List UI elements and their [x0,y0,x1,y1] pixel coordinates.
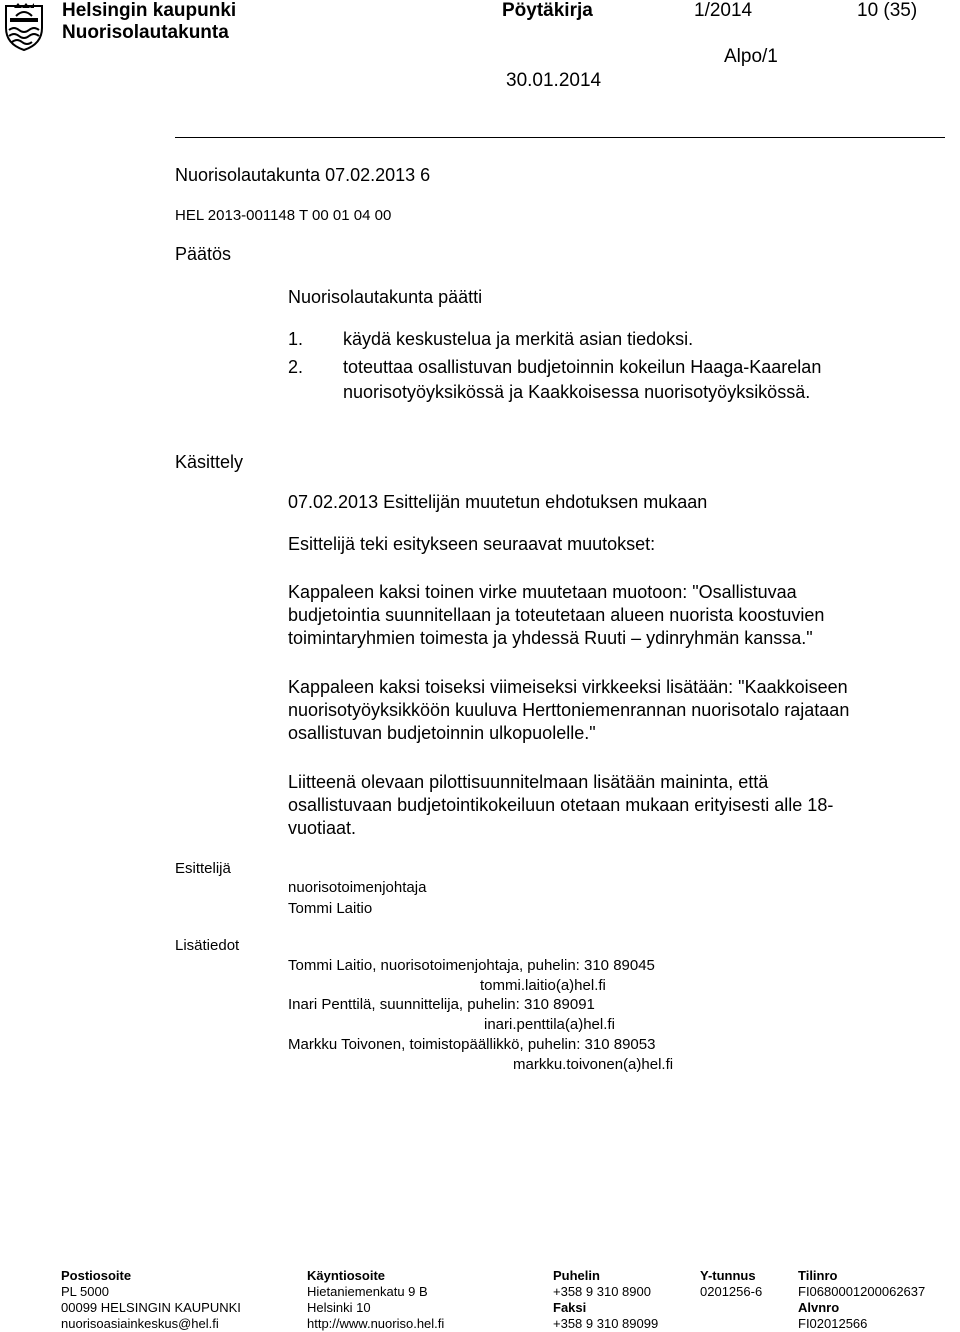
footer-tilinro: FI0680001200062637 [798,1284,926,1299]
footer-postal-2: 00099 HELSINGIN KAUPUNKI [61,1300,241,1315]
contact-1-line: Tommi Laitio, nuorisotoimenjohtaja, puhelin: 310 89045 [288,957,655,974]
footer-email[interactable]: nuorisoasiainkeskus@hel.fi [61,1316,219,1331]
reference-line-1: Nuorisolautakunta 07.02.2013 6 [175,165,431,185]
page-number: 10 (35) [857,0,918,21]
helsinki-coat-of-arms-logo [2,2,46,52]
presenter-title: nuorisotoimenjohtaja [288,879,427,896]
footer-postal-label: Postiosoite [61,1268,132,1283]
handling-paragraph-2-line-3: osallistuvan budjetoinnin ulkopuolelle." [288,723,596,743]
footer-fax: +358 9 310 89099 [553,1316,659,1331]
footer-alvnro: FI02012566 [798,1316,868,1331]
footer-alvnro-label: Alvnro [798,1300,840,1315]
decision-item-2-text-line-1: toteuttaa osallistuvan budjetoinnin kokeilun Haaga-Kaarelan [343,357,822,377]
header-divider [175,137,945,138]
presenter-heading: Esittelijä [175,860,231,877]
handling-paragraph-2-line-2: nuorisotyöyksikköön kuuluva Herttoniemenrannan nuorisotalo rajataan [288,700,850,720]
handling-paragraph-2-line-1: Kappaleen kaksi toiseksi viimeiseksi virkkeeksi lisätään: "Kaakkoiseen [288,677,848,697]
board-name: Nuorisolautakunta [62,22,229,43]
footer-ytunnus-label: Y-tunnus [700,1268,756,1283]
meeting-date: 30.01.2014 [506,70,602,91]
handling-line-2: Esittelijä teki esitykseen seuraavat muutokset: [288,534,656,554]
footer-tilinro-label: Tilinro [798,1268,838,1283]
info-heading: Lisätiedot [175,937,240,954]
contact-3-line: Markku Toivonen, toimistopäällikkö, puhelin: 310 89053 [288,1036,656,1053]
city-name: Helsingin kaupunki [62,0,237,21]
footer-website[interactable]: http://www.nuoriso.hel.fi [307,1316,445,1331]
footer-visit-label: Käyntiosoite [307,1268,386,1283]
agenda-item-code: Alpo/1 [724,46,778,67]
footer-ytunnus: 0201256-6 [700,1284,763,1299]
handling-heading: Käsittely [175,452,244,472]
footer-phone-label: Puhelin [553,1268,600,1283]
footer-visit-2: Helsinki 10 [307,1300,371,1315]
handling-paragraph-3-line-3: vuotiaat. [288,818,357,838]
footer-visit-1: Hietaniemenkatu 9 B [307,1284,428,1299]
handling-paragraph-3-line-2: osallistuvaan budjetointikokeiluun otetaan mukaan erityisesti alle 18- [288,795,834,815]
handling-paragraph-1-line-1: Kappaleen kaksi toinen virke muutetaan muotoon: "Osallistuvaa [288,582,797,602]
decision-item-1-number: 1. [288,329,304,349]
contact-2-line: Inari Penttilä, suunnittelija, puhelin: 310 89091 [288,996,595,1013]
contact-2-email[interactable]: inari.penttila(a)hel.fi [484,1016,615,1033]
footer-postal-1: PL 5000 [61,1284,109,1299]
handling-paragraph-1-line-2: budjetointia suunnitellaan ja toteutetaan alueen nuorista koostuvien [288,605,825,625]
handling-line-1: 07.02.2013 Esittelijän muutetun ehdotuksen mukaan [288,492,708,512]
handling-paragraph-3-line-1: Liitteenä olevaan pilottisuunnitelmaan lisätään maininta, että [288,772,769,792]
decision-heading: Päätös [175,244,232,264]
contact-3-email[interactable]: markku.toivonen(a)hel.fi [513,1056,674,1073]
meeting-number: 1/2014 [694,0,753,21]
reference-line-2: HEL 2013-001148 T 00 01 04 00 [175,207,392,224]
decision-item-1-text: käydä keskustelua ja merkitä asian tiedoksi. [343,329,694,349]
decision-item-2-number: 2. [288,357,304,377]
contact-1-email[interactable]: tommi.laitio(a)hel.fi [480,977,606,994]
decision-intro: Nuorisolautakunta päätti [288,287,483,307]
presenter-name: Tommi Laitio [288,900,373,917]
handling-paragraph-1-line-3: toimintaryhmien toimesta ja yhdessä Ruuti – ydinryhmän kanssa." [288,628,813,648]
footer-phone: +358 9 310 8900 [553,1284,651,1299]
doc-type: Pöytäkirja [502,0,593,21]
decision-item-2-text-line-2: nuorisotyöyksikössä ja Kaakkoisessa nuorisotyöyksikössä. [343,382,811,402]
footer-fax-label: Faksi [553,1300,587,1315]
